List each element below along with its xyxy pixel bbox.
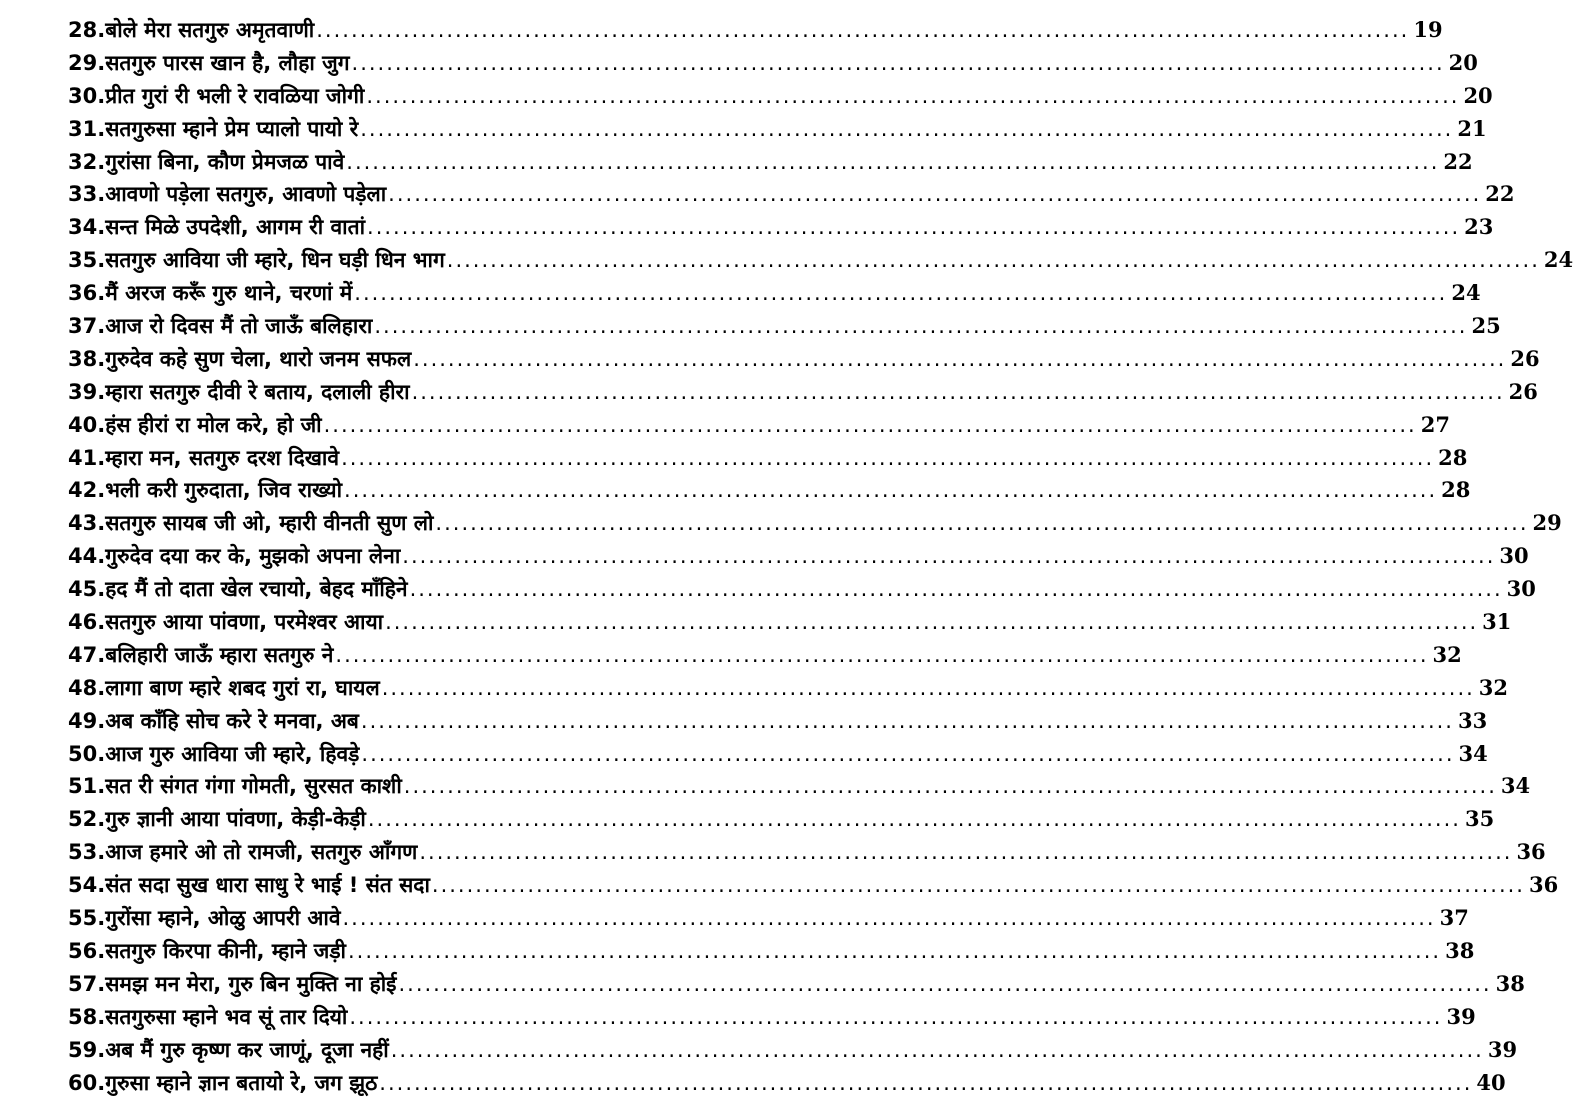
toc-entry [68,244,1573,277]
dot-leader [435,507,1528,540]
dot-leader [374,310,1467,343]
entry-number: 53. [68,840,106,865]
entry-title: गुरोंसा म्हाने, ओळु आपरी आवे [105,906,341,931]
toc-entry [68,1067,1506,1100]
entry-number: 44. [68,544,106,569]
entry-page-number: 31 [1482,609,1512,635]
entry-number: 37. [68,314,106,339]
dot-leader [349,1001,1442,1034]
entry-page-number: 37 [1439,905,1469,931]
entry-page-number: 27 [1420,411,1450,437]
toc-entry [68,935,1475,968]
dot-leader [398,968,1491,1001]
dot-leader [354,277,1447,310]
entry-title: सतगुरु किरपा कीनी, म्हाने जड़ी [105,938,346,963]
entry-number: 31. [68,116,106,141]
entry-number: 41. [68,445,106,470]
entry-page-number: 35 [1464,806,1495,832]
entry-number: 42. [68,478,106,503]
entry-title: गुरुदेव कहे सुण चेला, थारो जनम सफल [105,346,412,371]
toc-entry [68,474,1471,507]
dot-leader [410,573,1503,606]
entry-number: 39. [68,379,106,404]
toc-entry [68,803,1495,836]
dot-leader [361,738,1454,771]
toc-entry [68,639,1462,672]
toc-entry [68,146,1473,179]
entry-number: 30. [68,83,106,108]
entry-number: 54. [68,873,106,898]
dot-leader [360,113,1453,146]
entry-page-number: 36 [1528,872,1559,898]
toc-entry [68,310,1501,343]
entry-title: समझ मन मेरा, गुरु बिन मुक्ति ना होई [105,971,397,996]
entry-page-number: 26 [1508,378,1538,404]
dot-leader [412,376,1505,409]
dot-leader [343,902,1436,935]
entry-number: 50. [68,741,106,766]
toc-entry [68,573,1536,606]
entry-title: बलिहारी जाऊँ म्हारा सतगुरु ने [105,642,334,667]
entry-title: हंस हीरां रा मोल करे, हो जी [105,412,322,437]
entry-page-number: 30 [1506,576,1536,602]
entry-number: 45. [68,577,106,602]
entry-number: 36. [68,281,106,306]
entry-page-number: 40 [1476,1069,1506,1095]
entry-number: 29. [68,50,106,75]
dot-leader [447,244,1540,277]
entry-page-number: 34 [1458,740,1488,766]
entry-page-number: 21 [1457,115,1487,141]
entry-title: सतगुरु आया पांवणा, परमेश्वर आया [105,610,384,635]
entry-page-number: 26 [1510,345,1540,371]
entry-number: 57. [68,971,106,996]
entry-page-number: 20 [1448,49,1478,75]
toc-entry [68,968,1525,1001]
toc-entry [68,705,1488,738]
entry-number: 35. [68,248,106,273]
entry-title: गुरांसा बिना, कौण प्रेमजळ पावे [105,149,345,174]
entry-title: आज हमारे ओ तो रामजी, सतगुरु आँगण [105,840,418,865]
toc-entry [68,507,1562,540]
toc-entry [68,113,1487,146]
dot-leader [432,869,1525,902]
entry-title: गुरुदेव दया कर के, मुझको अपना लेना [105,544,401,569]
toc-entry [68,770,1531,803]
entry-title: बोले मेरा सतगुरु अमृतवाणी [105,18,315,42]
entry-page-number: 29 [1532,510,1562,536]
toc-entry [68,1034,1518,1067]
dot-leader [385,606,1478,639]
entry-title: मैं अरज करूँ गुरु थाने, चरणां में [105,281,353,306]
toc-entry [68,738,1488,771]
entry-title: आज गुरु आविया जी म्हारे, हिवड़े [105,741,360,766]
dot-leader [379,1067,1472,1100]
toc-entry [68,47,1478,80]
entry-title: अब काँहि सोच करे रे मनवा, अब [105,708,359,733]
entry-page-number: 19 [1413,17,1443,42]
entry-title: लागा बाण म्हारे शबद गुरां रा, घायल [105,675,380,700]
entry-page-number: 22 [1443,148,1473,174]
entry-page-number: 30 [1499,543,1529,569]
toc-entry [68,376,1538,409]
entry-page-number: 22 [1485,181,1515,207]
toc-entry [68,869,1559,902]
dot-leader [368,803,1461,836]
entry-title: म्हारा सतगुरु दीवी रे बताय, दलाली हीरा [105,379,410,404]
entry-title: अब मैं गुरु कृष्ण कर जाणूं, दूजा नहीं [105,1037,389,1062]
toc-entry [68,211,1494,244]
dot-leader [367,211,1460,244]
entry-number: 43. [68,511,106,536]
entry-number: 49. [68,708,106,733]
dot-leader [402,540,1495,573]
entry-number: 60. [68,1070,106,1095]
entry-number: 52. [68,807,106,832]
entry-number: 55. [68,906,106,931]
entry-title: भली करी गुरुदाता, जिव राख्यो [105,478,343,503]
entry-number: 32. [68,149,106,174]
toc-entry [68,277,1481,310]
entry-number: 56. [68,938,106,963]
entry-page-number: 20 [1463,82,1493,108]
entry-title: सन्त मिळे उपदेशी, आगम री वातां [105,215,366,240]
dot-leader [335,639,1428,672]
entry-title: सतगुरु पारस खान है, लौहा जुग [105,50,350,75]
entry-title: सतगुरुसा म्हाने भव सूं तार दियो [105,1004,348,1029]
dot-leader [413,343,1506,376]
dot-leader [352,47,1445,80]
toc-entry [68,442,1468,475]
entry-number: 48. [68,675,106,700]
dot-leader [388,178,1481,211]
toc-entry [68,1001,1476,1034]
toc-entry [68,836,1546,869]
toc-entry [68,80,1493,113]
entry-page-number: 28 [1441,477,1471,503]
entry-number: 28. [68,18,106,42]
toc-entry [68,14,1443,47]
dot-leader [344,474,1437,507]
dot-leader [348,935,1441,968]
entry-page-number: 38 [1445,937,1475,963]
entry-title: आवणो पड़ेला सतगुरु, आवणो पड़ेला [105,182,387,207]
entry-page-number: 34 [1500,773,1531,799]
dot-leader [366,80,1459,113]
entry-number: 46. [68,610,106,635]
entry-title: सतगुरु सायब जी ओ, म्हारी वीनती सुण लो [105,511,434,536]
toc-entry [68,343,1540,376]
entry-title: आज रो दिवस मैं तो जाऊँ बलिहारा [105,314,373,339]
dot-leader [404,770,1497,803]
entry-title: सत री संगत गंगा गोमती, सुरसत काशी [105,774,402,799]
entry-page-number: 32 [1478,674,1509,700]
entry-page-number: 32 [1432,641,1462,667]
entry-page-number: 24 [1543,247,1573,273]
entry-title: सतगुरु आविया जी म्हारे, धिन घड़ी धिन भाग [105,248,445,273]
entry-page-number: 23 [1464,214,1494,240]
entry-title: प्रीत गुरां री भली रे रावळिया जोगी [105,83,365,108]
entry-title: सतगुरुसा म्हाने प्रेम प्यालो पायो रे [105,116,359,141]
entry-number: 58. [68,1004,106,1029]
entry-title: गुरु ज्ञानी आया पांवणा, केड़ी-केड़ी [105,807,366,832]
toc-entry [68,540,1529,573]
entry-title: संत सदा सुख धारा साधु रे भाई ! संत सदा [105,873,430,898]
dot-leader [346,146,1439,179]
entry-number: 47. [68,642,106,667]
entry-number: 51. [68,774,106,799]
entry-page-number: 36 [1516,839,1546,865]
entry-title: गुरुसा म्हाने ज्ञान बतायो रे, जग झूठ [105,1070,378,1095]
dot-leader [382,672,1475,705]
dot-leader [361,705,1454,738]
toc-entry [68,178,1515,211]
toc-entry [68,409,1450,442]
entry-number: 38. [68,346,106,371]
toc-entry [68,672,1509,705]
entry-page-number: 39 [1446,1003,1476,1029]
entry-number: 59. [68,1037,106,1062]
entry-page-number: 28 [1438,444,1468,470]
dot-leader [341,442,1434,475]
entry-number: 40. [68,412,106,437]
entry-page-number: 24 [1451,280,1481,306]
entry-page-number: 33 [1457,707,1488,733]
entry-number: 33. [68,182,106,207]
entry-title: हद मैं तो दाता खेल रचायो, बेहद माँहिने [105,577,408,602]
entry-page-number: 25 [1471,313,1501,339]
dot-leader [391,1034,1484,1067]
entry-title: म्हारा मन, सतगुरु दरश दिखावे [105,445,340,470]
dot-leader [324,409,1417,442]
entry-number: 34. [68,215,106,240]
dot-leader [316,14,1409,47]
toc-entry [68,902,1469,935]
toc-entry [68,606,1512,639]
entry-page-number: 38 [1495,970,1525,996]
entry-page-number: 39 [1487,1036,1518,1062]
dot-leader [419,836,1512,869]
